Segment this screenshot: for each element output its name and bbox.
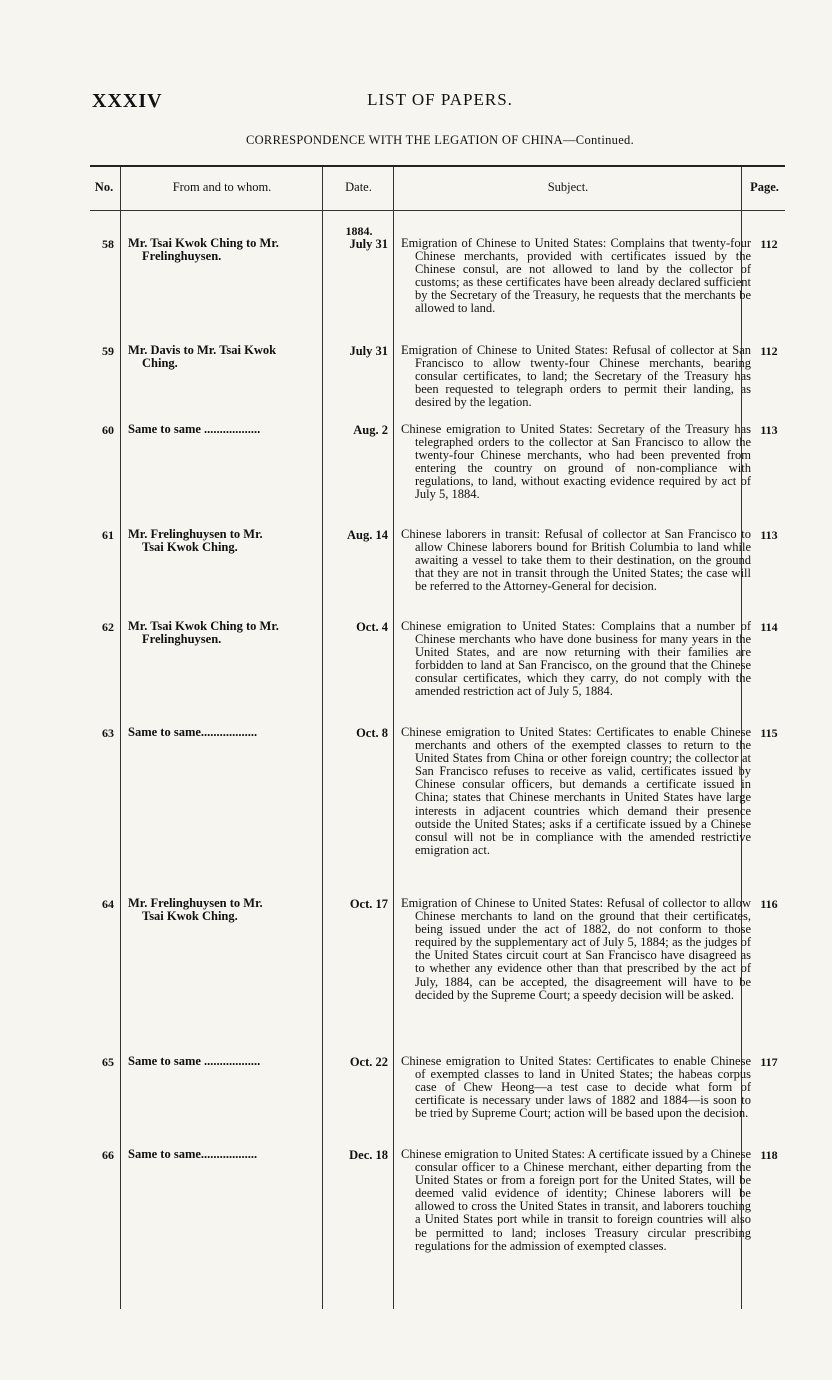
year-label: 1884.: [345, 224, 373, 238]
row-page: 113: [760, 528, 778, 542]
row-subject: Emigration of Chinese to United States: Complains that twenty-four Chinese merchants, provided with certificates issued by the Chinese consul, are not allowed to land by the collector of customs; as these certificates have been already declared sufficient by the Secretary of the Treasury, he requests that the merchants be allowed to land.: [401, 236, 751, 316]
row-correspondents: [128, 344, 318, 370]
correspondents-line-2: Ching.: [142, 356, 178, 370]
correspondents-line-1: Mr. Frelinghuysen to Mr.: [128, 527, 263, 541]
row-number: 65: [102, 1055, 114, 1069]
row-page: 116: [760, 897, 778, 911]
column-header-no: No.: [94, 180, 114, 194]
row-number: 58: [102, 237, 114, 251]
row-number: 61: [102, 528, 114, 542]
correspondents-line-2: Frelinghuysen.: [142, 632, 222, 646]
row-date: July 31: [349, 237, 388, 251]
column-header-from: From and to whom.: [172, 180, 272, 194]
row-subject: Chinese emigration to United States: Certificates to enable Chinese of exempted classes to land in United States; the habeas corpus case of Chew Heong—a test case to decide what form of certificate is necessary under laws of 1882 and 1884—is soon to be tried by Supreme Court; action will be based upon the decision.: [401, 1054, 751, 1121]
row-subject: Chinese emigration to United States: Certificates to enable Chinese merchants and others of the exempted classes to return to the United States from China or other foreign country; the collector at San Francisco refuses to receive as valid, certificates issued by Chinese consular officers, but demands a certificate issued in China; states that Chinese merchants in United States have large interests in adjacent countries which demand their presence outside the United States; asks if a certificate issued by a Chinese consul will not be in compliance with the amended restrictive emigration act.: [401, 725, 751, 857]
column-header-date: Date.: [345, 180, 372, 194]
column-divider: [322, 167, 323, 1309]
row-date: July 31: [349, 344, 388, 358]
row-date: Oct. 4: [356, 620, 388, 634]
column-header-subject: Subject.: [547, 180, 589, 194]
row-correspondents: [128, 237, 318, 263]
column-divider: [120, 167, 121, 1309]
correspondents-line-1: Mr. Frelinghuysen to Mr.: [128, 896, 263, 910]
table-top-rule: [90, 165, 785, 167]
row-correspondents: [128, 620, 318, 646]
row-subject: Chinese emigration to United States: Secretary of the Treasury has telegraphed orders to the collector at San Francisco to allow the twenty-four Chinese merchants, who had been prevented from entering the country on ground of non-compliance with regulations, to land, without exacting evidence required by act of July 5, 1884.: [401, 422, 751, 502]
correspondents-line-1: Mr. Tsai Kwok Ching to Mr.: [128, 619, 279, 633]
row-number: 60: [102, 423, 114, 437]
row-number: 64: [102, 897, 114, 911]
row-page: 117: [760, 1055, 778, 1069]
correspondents-line-1: Same to same ..................: [128, 422, 261, 436]
row-page: 118: [760, 1148, 778, 1162]
column-header-page: Page.: [750, 180, 779, 194]
row-date: Aug. 2: [353, 423, 388, 437]
row-date: Oct. 8: [356, 726, 388, 740]
row-date: Oct. 22: [349, 1055, 388, 1069]
row-correspondents: [128, 897, 318, 923]
correspondents-line-1: Mr. Tsai Kwok Ching to Mr.: [128, 236, 279, 250]
row-date: Dec. 18: [349, 1148, 388, 1162]
row-correspondents: [128, 1148, 318, 1161]
correspondents-line-1: Same to same..................: [128, 1147, 258, 1161]
row-page: 112: [760, 237, 778, 251]
page-numeral: XXXIV: [92, 90, 163, 112]
section-subtitle: CORRESPONDENCE WITH THE LEGATION OF CHINA—Continued.: [245, 133, 635, 147]
row-subject: Chinese laborers in transit: Refusal of collector at San Francisco to allow Chinese laborers bound for British Columbia to land while awaiting a vessel to take them to their destination, on the ground that they are not in transit through the United States; the case will be referred to the Attorney-General for decision.: [401, 527, 751, 594]
row-date: Aug. 14: [347, 528, 388, 542]
correspondents-line-2: Frelinghuysen.: [142, 249, 222, 263]
correspondents-line-2: Tsai Kwok Ching.: [142, 540, 238, 554]
row-date: Oct. 17: [349, 897, 388, 911]
row-page: 113: [760, 423, 778, 437]
row-correspondents: [128, 423, 318, 436]
row-subject: Chinese emigration to United States: Complains that a number of Chinese merchants who have done business for many years in the United States, and are now returning with their families are forbidden to land at San Francisco, on the ground that the Chinese consular certificates, which they carry, do not comply with the amended restriction act of July 5, 1884.: [401, 619, 751, 699]
correspondents-line-1: Mr. Davis to Mr. Tsai Kwok: [128, 343, 277, 357]
correspondents-line-2: Tsai Kwok Ching.: [142, 909, 238, 923]
row-correspondents: [128, 726, 318, 739]
row-number: 59: [102, 344, 114, 358]
row-subject: Chinese emigration to United States: A certificate issued by a Chinese consular officer to a Chinese merchant, either departing from the United States or from a foreign port for the United States, will be deemed valid evidence of identity; Chinese laborers will be allowed to cross the United States in transit, and laborers touching a United States port while in transit to foreign countries will also be permitted to land; incloses Treasury circular prescribing regulations for the admission of exempted classes.: [401, 1147, 751, 1253]
correspondents-line-1: Same to same ..................: [128, 1054, 261, 1068]
row-page: 112: [760, 344, 778, 358]
row-subject: Emigration of Chinese to United States: Refusal of collector to allow Chinese merchants to land on the ground that their certificates, being issued under the act of 1882, do not conform to those required by the supplementary act of July 5, 1884; as the judges of the United States circuit court at San Francisco have disagreed as to whether any evidence other than that prescribed by the act of July, 1884, can be accepted, the disagreement will have to be decided by the Supreme Court; a speedy decision will be asked.: [401, 896, 751, 1002]
row-number: 63: [102, 726, 114, 740]
row-subject: Emigration of Chinese to United States: Refusal of collector at San Francisco to allow twenty-four Chinese merchants, bearing consular certificates, to land; the Secretary of the Treasury has been requested to telegraph orders to permit their landing, as desired by the legation.: [401, 343, 751, 410]
row-correspondents: [128, 528, 318, 554]
row-number: 66: [102, 1148, 114, 1162]
row-correspondents: [128, 1055, 318, 1068]
row-number: 62: [102, 620, 114, 634]
row-page: 114: [760, 620, 778, 634]
table-header-rule: [90, 210, 785, 211]
correspondents-line-1: Same to same..................: [128, 725, 258, 739]
column-divider: [393, 167, 394, 1309]
row-page: 115: [760, 726, 778, 740]
page-title: LIST OF PAPERS.: [367, 90, 513, 109]
